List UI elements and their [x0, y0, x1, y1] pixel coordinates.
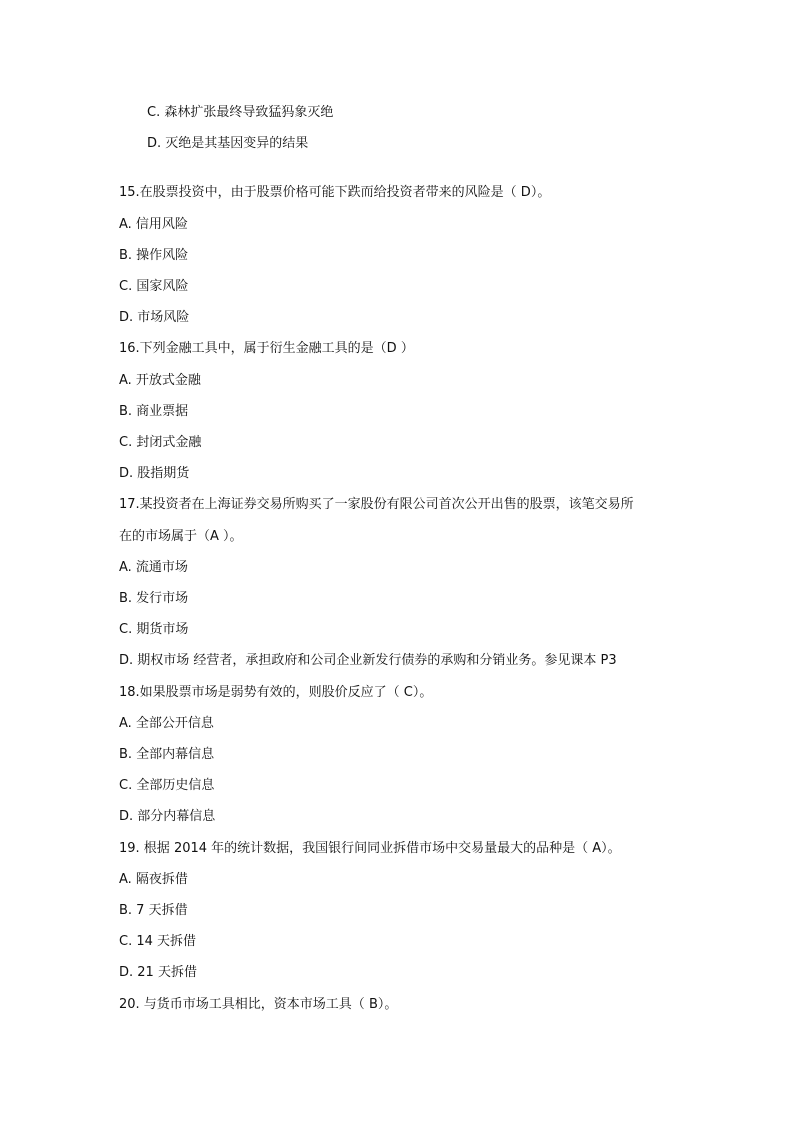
option-line: D. 灭绝是其基因变异的结果 [147, 136, 309, 151]
option-line: D. 21 天拆借 [119, 965, 197, 980]
option-line: D. 期权市场 经营者，承担政府和公司企业新发行债券的承购和分销业务。参见课本 P3 [119, 653, 617, 668]
question-line: 15.在股票投资中，由于股票价格可能下跌而给投资者带来的风险是（ D）。 [119, 185, 551, 200]
option-line: A. 信用风险 [119, 217, 188, 232]
question-line: 18.如果股票市场是弱势有效的，则股价反应了（ C）。 [119, 685, 433, 700]
option-line: C. 封闭式金融 [119, 435, 202, 450]
question-line: 在的市场属于（A ）。 [119, 529, 243, 544]
option-line: C. 14 天拆借 [119, 934, 197, 949]
option-line: D. 股指期货 [119, 466, 190, 481]
option-line: C. 期货市场 [119, 622, 189, 637]
option-line: B. 商业票据 [119, 404, 189, 419]
question-line: 19. 根据 2014 年的统计数据，我国银行间同业拆借市场中交易量最大的品种是（ A）。 [119, 841, 621, 856]
option-line: D. 部分内幕信息 [119, 809, 216, 824]
option-line: B. 7 天拆借 [119, 903, 188, 918]
option-line: C. 国家风险 [119, 279, 189, 294]
option-line: D. 市场风险 [119, 310, 190, 325]
option-line: C. 全部历史信息 [119, 778, 215, 793]
question-line: 16.下列金融工具中，属于衍生金融工具的是（D ） [119, 341, 414, 356]
option-line: A. 流通市场 [119, 560, 188, 575]
option-line: A. 开放式金融 [119, 373, 201, 388]
option-line: A. 隔夜拆借 [119, 872, 188, 887]
option-line: B. 发行市场 [119, 591, 189, 606]
option-line: B. 全部内幕信息 [119, 747, 215, 762]
question-line: 17.某投资者在上海证券交易所购买了一家股份有限公司首次公开出售的股票，该笔交易所 [119, 497, 634, 512]
question-line: 20. 与货币市场工具相比，资本市场工具（ B）。 [119, 997, 398, 1012]
option-line: B. 操作风险 [119, 248, 189, 263]
option-line: C. 森林扩张最终导致猛犸象灭绝 [147, 105, 334, 120]
option-line: A. 全部公开信息 [119, 716, 214, 731]
